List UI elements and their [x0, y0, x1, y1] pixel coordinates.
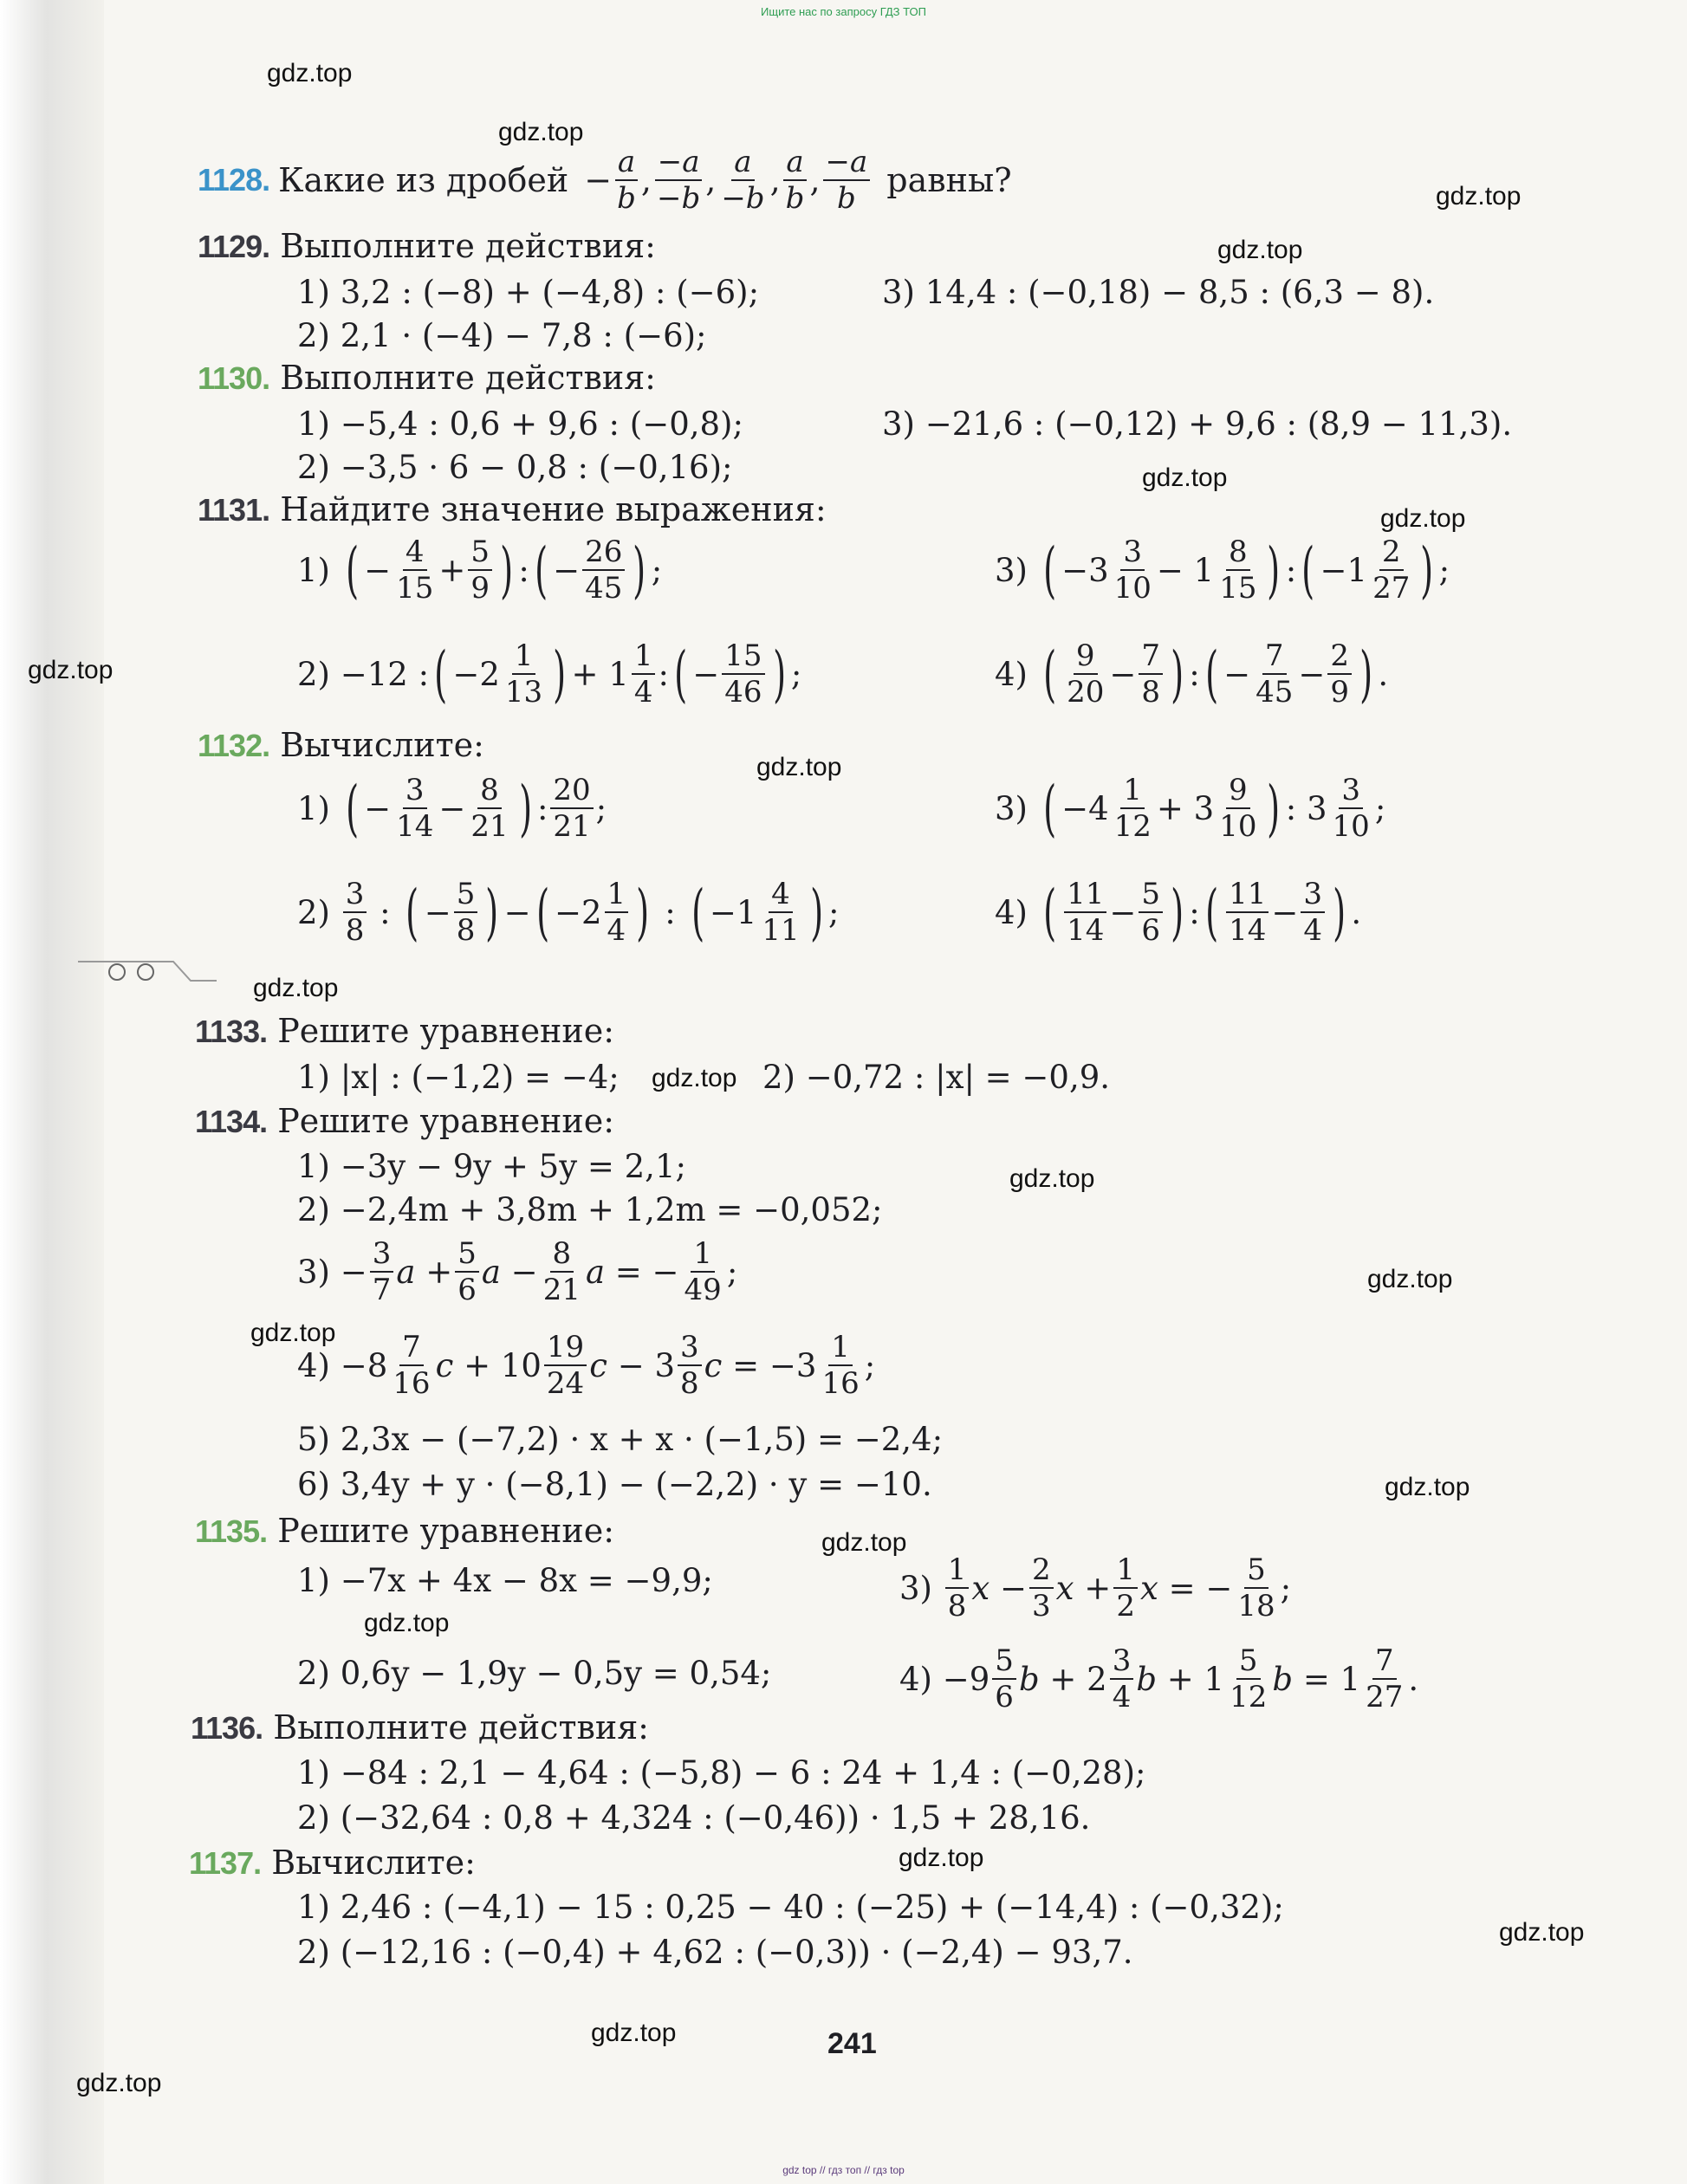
- expression: 4) ( $\frac{9}{20}$ − $\frac{7}{8}$ ) : ( − $\frac{7}{45}$ − $\frac{2}{9}$ ) .: [995, 638, 1389, 710]
- problem-number: 1132.: [198, 728, 270, 763]
- watermark: gdz.top: [1499, 1918, 1585, 1947]
- problem-1135: [195, 1512, 614, 1550]
- problem-number: 1136.: [191, 1710, 263, 1746]
- expression: 2) 2,1 · (−4) − 7,8 : (−6);: [297, 317, 707, 354]
- watermark: gdz.top: [267, 59, 353, 87]
- watermark: gdz.top: [652, 1064, 737, 1092]
- problem-1130: [198, 359, 656, 397]
- problem-heading: Выполните действия:: [273, 1708, 649, 1747]
- expression: 4) ( $\frac{11}{14}$ − $\frac{5}{6}$ ) : ( $\frac{11}{14}$ − $\frac{3}{4}$ ) .: [995, 877, 1362, 948]
- fraction: $\frac{-a}{b}$: [823, 147, 871, 213]
- expression: 1) 3,2 : (−8) + (−4,8) : (−6);: [297, 274, 760, 311]
- problem-1132: [198, 726, 484, 764]
- problem-number: 1130.: [198, 360, 270, 396]
- problem-1136: [191, 1708, 649, 1747]
- problem-heading: Найдите значение выражения:: [280, 490, 827, 528]
- problem-heading: Вычислите:: [280, 726, 484, 764]
- watermark: gdz.top: [1142, 463, 1228, 492]
- expression: 4) −8 $\frac{7}{16}$ c + 10 $\frac{19}{24}$ c − 3 $\frac{3}{8}$ c = −3 $\frac{1}{16}$ ;: [297, 1330, 876, 1401]
- expression: 1) 2,46 : (−4,1) − 15 : 0,25 − 40 : (−25) + (−14,4) : (−0,32);: [297, 1889, 1284, 1926]
- watermark: gdz.top: [364, 1609, 450, 1637]
- problem-number: 1135.: [195, 1513, 268, 1549]
- expression: 2) −0,72 : |x| = −0,9.: [762, 1059, 1111, 1096]
- expression: 4) −9 $\frac{5}{6}$ b + 2 $\frac{3}{4}$ b + 1 $\frac{5}{12}$ b = 1 $\frac{7}{27}$ .: [899, 1643, 1419, 1714]
- expression: 3) 14,4 : (−0,18) − 8,5 : (6,3 − 8).: [882, 274, 1435, 311]
- page-edge-shadow: [0, 0, 104, 2184]
- problem-heading: Выполните действия:: [280, 359, 656, 397]
- expression: 2) (−12,16 : (−0,4) + 4,62 : (−0,3)) · (−2,4) − 93,7.: [297, 1934, 1133, 1971]
- expression: 3) $\frac{1}{8}$ x − $\frac{2}{3}$ x + $\frac{1}{2}$ x = − $\frac{5}{18}$ ;: [899, 1552, 1292, 1623]
- expression: 1) −7x + 4x − 8x = −9,9;: [297, 1562, 713, 1599]
- bottom-note: gdz top // гдз топ // гдз top: [782, 2164, 905, 2176]
- section-divider-icon: [78, 960, 217, 982]
- expression: 1) −5,4 : 0,6 + 9,6 : (−0,8);: [297, 405, 743, 443]
- problem-heading: Решите уравнение:: [277, 1512, 614, 1550]
- problem-number: 1137.: [189, 1845, 262, 1881]
- problem-number: 1134.: [195, 1104, 268, 1139]
- problem-number: 1131.: [198, 492, 270, 528]
- expression: 3) −21,6 : (−0,12) + 9,6 : (8,9 − 11,3).: [882, 405, 1513, 443]
- watermark: gdz.top: [1009, 1164, 1095, 1193]
- problem-heading: Решите уравнение:: [277, 1102, 614, 1140]
- watermark: gdz.top: [1367, 1265, 1453, 1293]
- watermark: gdz.top: [76, 2069, 162, 2097]
- expression: 3) − $\frac{3}{7}$ a + $\frac{5}{6}$ a − $\frac{8}{21}$ a = − $\frac{1}{49}$ ;: [297, 1236, 738, 1307]
- watermark: gdz.top: [1385, 1473, 1470, 1501]
- watermark: gdz.top: [591, 2019, 677, 2047]
- expression: 1) −3y − 9y + 5y = 2,1;: [297, 1148, 686, 1185]
- watermark: gdz.top: [1436, 182, 1522, 211]
- fraction: $\frac{a}{-b}$: [721, 145, 765, 216]
- fraction: $\frac{a}{b}$: [614, 147, 639, 213]
- problem-1134: [195, 1102, 614, 1140]
- problem-1129: [198, 227, 656, 265]
- expression: 2) (−32,64 : 0,8 + 4,324 : (−0,46)) · 1,5 + 28,16.: [297, 1799, 1091, 1837]
- fraction: $\frac{a}{b}$: [783, 147, 808, 213]
- problem-1131: [198, 490, 827, 528]
- problem-1137: [189, 1844, 476, 1882]
- expression: 5) 2,3x − (−7,2) · x + x · (−1,5) = −2,4;: [297, 1421, 944, 1458]
- expression: 2) −12 : ( −2 $\frac{1}{13}$ ) + 1 $\frac{1}{4}$ : ( − $\frac{15}{46}$ ) ;: [297, 638, 802, 710]
- watermark: gdz.top: [28, 656, 114, 684]
- expression: 3) ( −4 $\frac{1}{12}$ + 3 $\frac{9}{10}$ ) : 3 $\frac{3}{10}$ ;: [995, 773, 1386, 844]
- problem-heading: Выполните действия:: [280, 227, 656, 265]
- expression: 1) |x| : (−1,2) = −4;: [297, 1059, 620, 1096]
- expression: 1) ( − $\frac{3}{14}$ − $\frac{8}{21}$ ) : $\frac{20}{21}$ ;: [297, 773, 607, 844]
- expression: 1) −84 : 2,1 − 4,64 : (−5,8) − 6 : 24 + 1,4 : (−0,28);: [297, 1754, 1146, 1792]
- expression: 2) $\frac{3}{8}$ : ( − $\frac{5}{8}$ ) − ( −2 $\frac{1}{4}$ ) : ( −1 $\frac{4}{11}$ ) ;: [297, 877, 840, 948]
- top-note: Ищите нас по запросу ГДЗ ТОП: [761, 5, 926, 18]
- watermark: gdz.top: [1217, 236, 1303, 264]
- problem-number: 1128.: [198, 162, 270, 198]
- expression: 2) −2,4m + 3,8m + 1,2m = −0,052;: [297, 1191, 883, 1228]
- expression: 2) 0,6y − 1,9y − 0,5y = 0,54;: [297, 1655, 772, 1692]
- watermark: gdz.top: [250, 1319, 336, 1347]
- problem-heading: Решите уравнение:: [277, 1012, 614, 1050]
- watermark: gdz.top: [756, 753, 842, 781]
- expression: 3) ( −3 $\frac{3}{10}$ − 1 $\frac{8}{15}$ ) : ( −1 $\frac{2}{27}$ ) ;: [995, 535, 1450, 606]
- watermark: gdz.top: [253, 974, 339, 1002]
- fraction: $\frac{-a}{-b}$: [654, 147, 703, 213]
- problem-text: Какие из дробей: [278, 161, 569, 199]
- problem-number: 1133.: [195, 1014, 268, 1049]
- expression: 2) −3,5 · 6 − 0,8 : (−0,16);: [297, 449, 733, 486]
- watermark: gdz.top: [1380, 504, 1466, 533]
- expression: 6) 3,4y + y · (−8,1) − (−2,2) · y = −10.: [297, 1466, 932, 1503]
- problem-1128: 1128. Какие из дробей − $\frac{a}{b}$ , $\frac{-a}{-b}$ , $\frac{a}{-b}$ , $\frac{a}{b}$ , $\frac{-a}{b}$ равны?: [198, 145, 1012, 216]
- problem-number: 1129.: [198, 229, 270, 264]
- problem-1133: [195, 1012, 614, 1050]
- watermark: gdz.top: [821, 1528, 907, 1557]
- expression: 1) ( − $\frac{4}{15}$ + $\frac{5}{9}$ ) : ( − $\frac{26}{45}$ ) ;: [297, 535, 663, 606]
- watermark: gdz.top: [899, 1844, 984, 1872]
- problem-heading: Вычислите:: [271, 1844, 476, 1882]
- page-number: 241: [827, 2027, 877, 2060]
- watermark: gdz.top: [498, 118, 584, 146]
